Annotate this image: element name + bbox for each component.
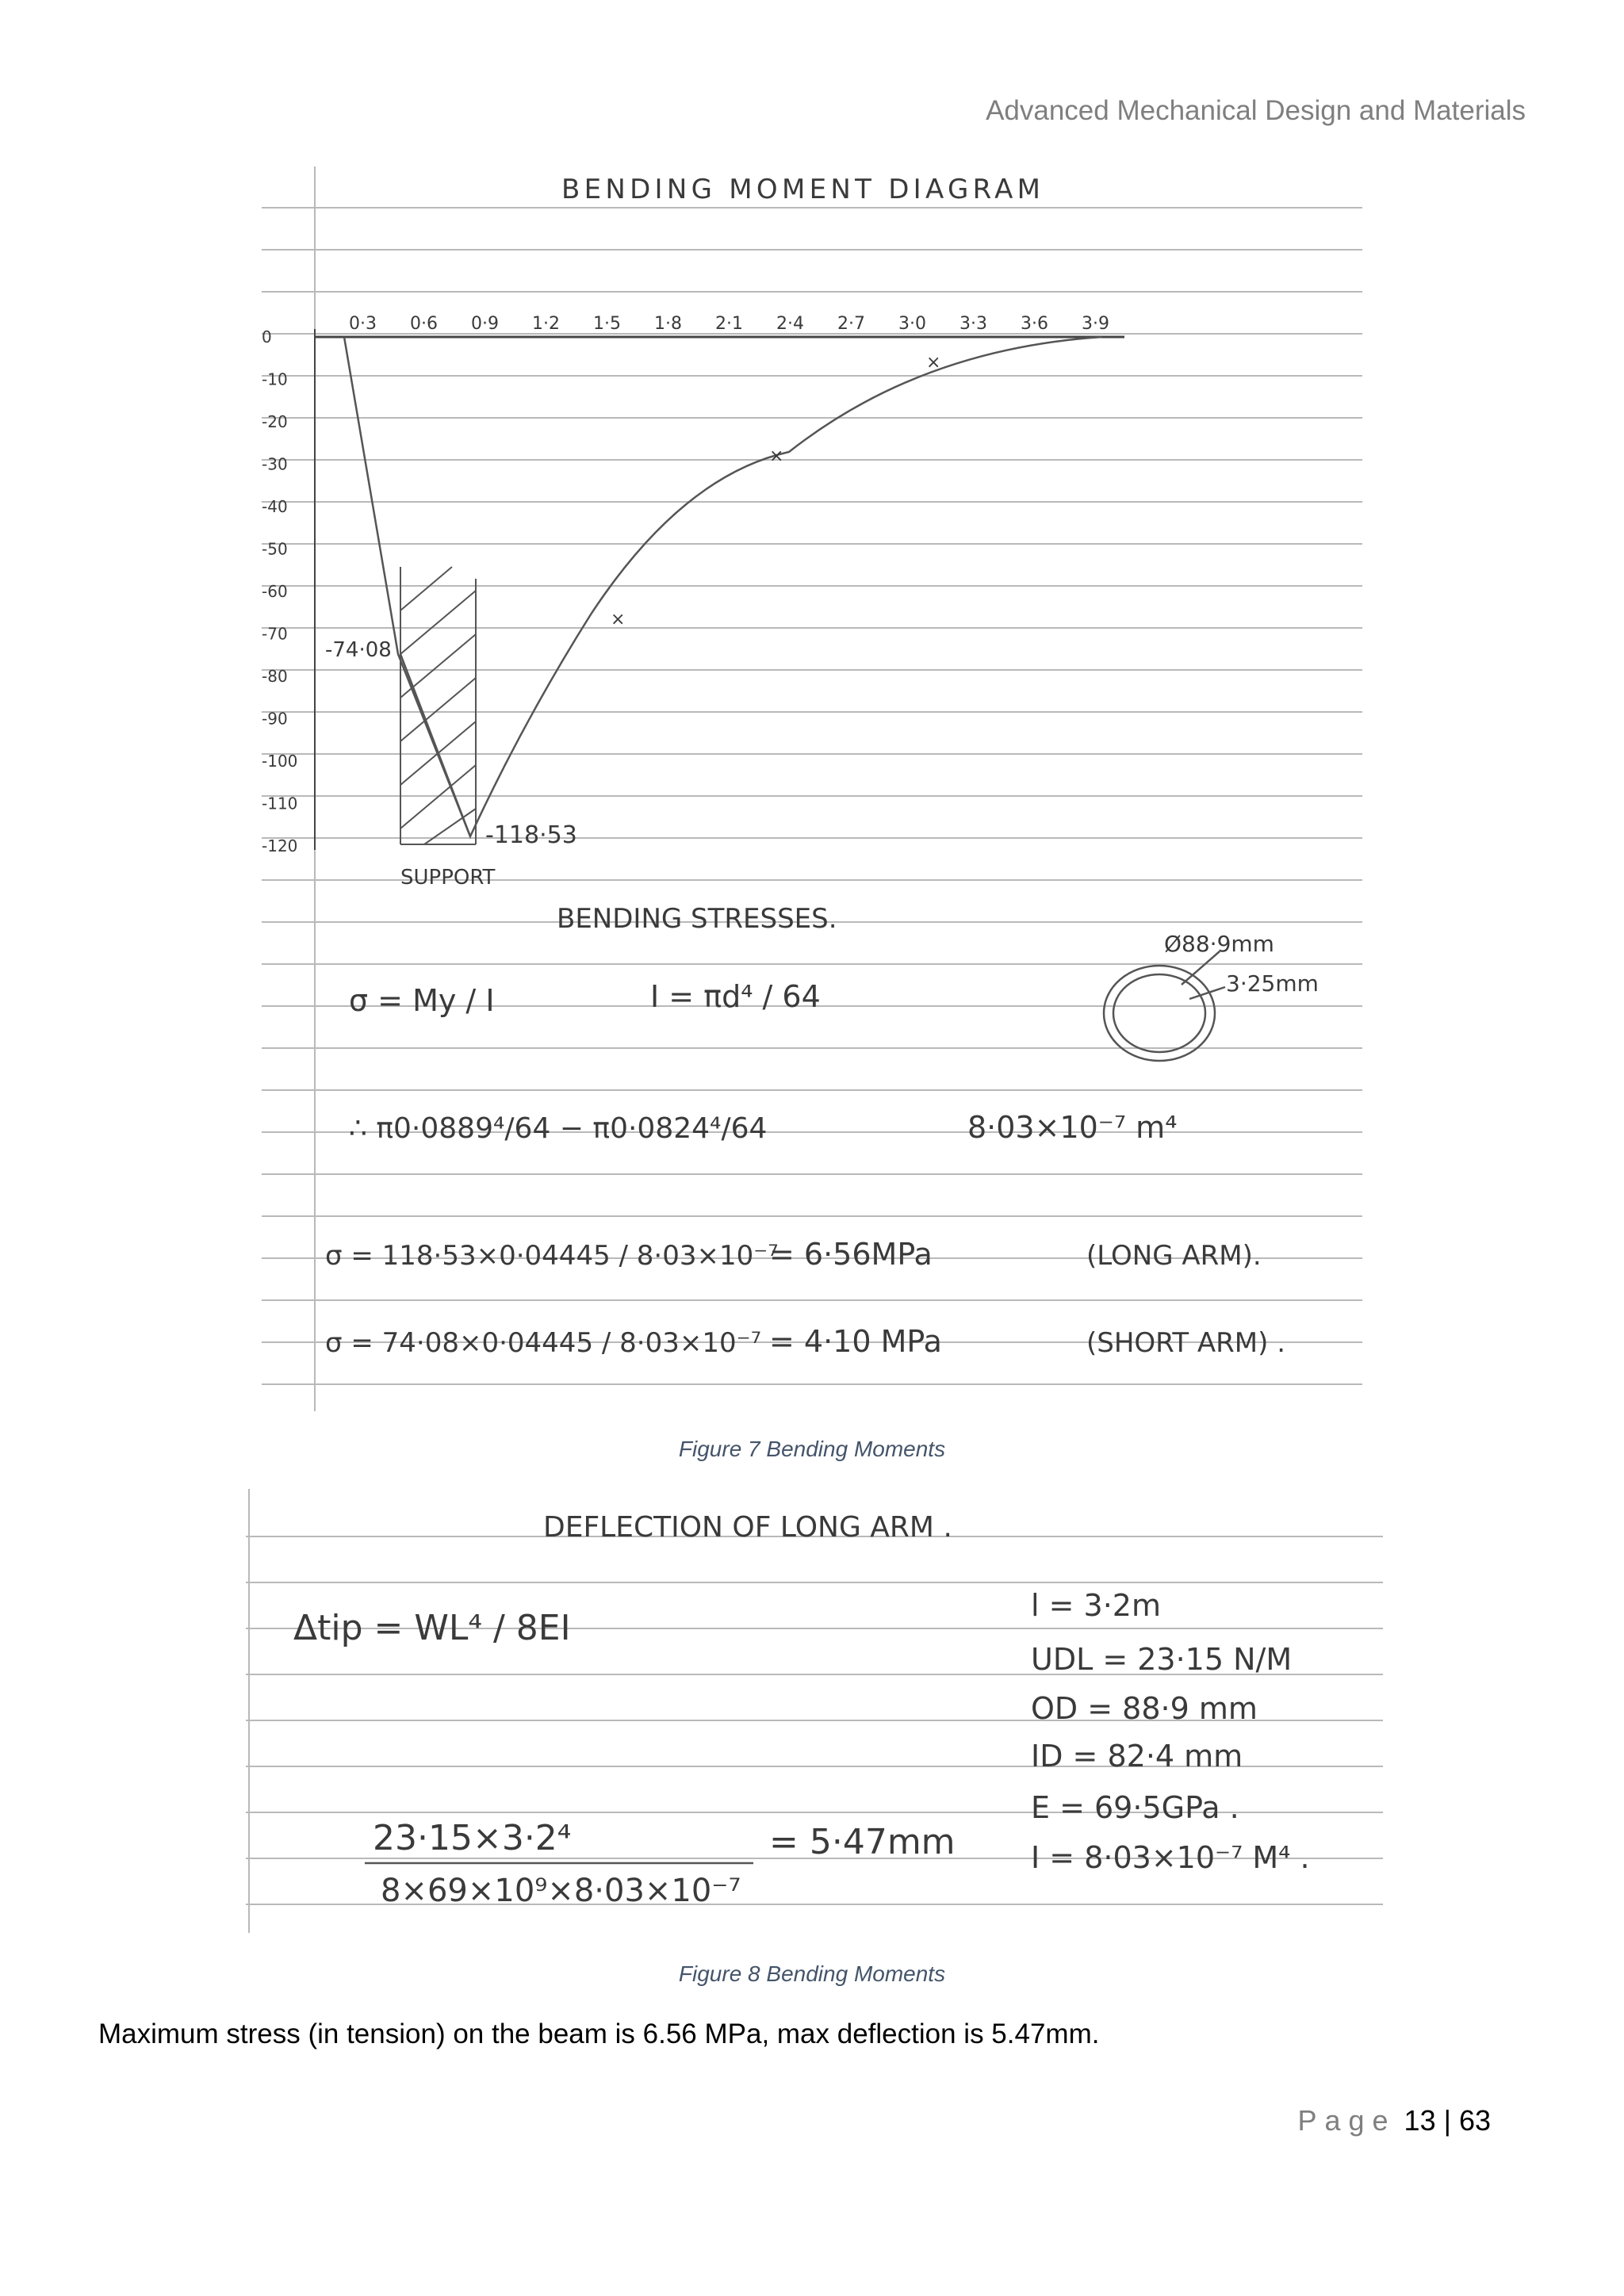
tube-wall-thickness: 3·25mm: [1226, 970, 1319, 997]
sigma-short-note: (SHORT ARM) .: [1086, 1327, 1285, 1359]
y-tick-label: -90: [262, 709, 288, 729]
stress-title: BENDING STRESSES.: [557, 903, 837, 935]
deflection-parameter: ID = 82·4 mm: [1031, 1739, 1243, 1774]
sigma-long-result: = 6·56MPa: [769, 1237, 933, 1272]
second-moment-result: 8·03×10⁻⁷ m⁴: [967, 1110, 1178, 1145]
x-tick-label: 1·5: [593, 314, 621, 334]
x-tick-label: 2·4: [776, 314, 804, 334]
formula-sigma: σ = My / I: [349, 983, 495, 1018]
x-tick-label: 3·9: [1082, 314, 1109, 334]
deflection-title: DEFLECTION OF LONG ARM .: [543, 1511, 952, 1544]
figure-bending-moment-scan: [262, 166, 1362, 1411]
sigma-short-result: = 4·10 MPa: [769, 1324, 942, 1359]
deflection-calc-denominator: 8×69×10⁹×8·03×10⁻⁷: [381, 1873, 741, 1909]
x-tick-label: 3·6: [1021, 314, 1048, 334]
y-tick-label: -60: [262, 582, 288, 601]
y-tick-label: -100: [262, 752, 298, 771]
y-tick-label: -20: [262, 412, 288, 431]
x-tick-label: 0·9: [471, 314, 499, 334]
x-tick-label: 3·3: [959, 314, 987, 334]
deflection-parameter: I = 8·03×10⁻⁷ M⁴ .: [1031, 1840, 1310, 1875]
y-tick-label: -70: [262, 624, 288, 644]
x-tick-label: 0·3: [349, 314, 377, 334]
x-tick-label: 2·1: [715, 314, 743, 334]
x-tick-label: 2·7: [837, 314, 865, 334]
x-tick-label: 3·0: [898, 314, 926, 334]
page-word: Page: [1297, 2104, 1396, 2137]
sigma-short-calc: σ = 74·08×0·04445 / 8·03×10⁻⁷: [325, 1327, 762, 1359]
y-tick-label: -40: [262, 497, 288, 516]
label-long-arm-moment: -118·53: [485, 821, 577, 849]
x-tick-label: 1·2: [532, 314, 560, 334]
y-tick-label: -30: [262, 454, 288, 474]
y-tick-label: -50: [262, 539, 288, 559]
x-tick-label: 1·8: [654, 314, 682, 334]
deflection-parameter: UDL = 23·15 N/M: [1031, 1642, 1293, 1677]
y-tick-label: -10: [262, 369, 288, 389]
svg-text:×: ×: [769, 446, 784, 466]
deflection-result: = 5·47mm: [769, 1822, 956, 1862]
support-hatch: [400, 567, 476, 844]
svg-text:×: ×: [611, 610, 626, 629]
figure-7-caption: Figure 7 Bending Moments: [678, 1437, 946, 1461]
tube-outer-diameter: Ø88·9mm: [1164, 931, 1274, 957]
figure-deflection-scan: [246, 1489, 1383, 1933]
page-number: 13 | 63: [1404, 2104, 1491, 2137]
deflection-parameter: E = 69·5GPa .: [1031, 1790, 1239, 1825]
label-support: SUPPORT: [400, 866, 496, 890]
bmd-title: BENDING MOMENT DIAGRAM: [561, 174, 1040, 205]
second-moment-line: ∴ π0·0889⁴/64 − π0·0824⁴/64: [349, 1112, 768, 1145]
x-tick-label: 0·6: [410, 314, 438, 334]
y-tick-label: -80: [262, 667, 288, 686]
running-header: Advanced Mechanical Design and Materials: [986, 95, 1526, 126]
deflection-formula: Δtip = WL⁴ / 8EI: [293, 1608, 571, 1648]
y-tick-label: -110: [262, 794, 298, 813]
deflection-parameter: OD = 88·9 mm: [1031, 1691, 1258, 1726]
y-tick-label: -120: [262, 836, 298, 855]
sigma-long-note: (LONG ARM).: [1086, 1240, 1262, 1272]
deflection-calc-numerator: 23·15×3·2⁴: [373, 1818, 572, 1858]
formula-I: I = πd⁴ / 64: [650, 979, 821, 1014]
svg-text:×: ×: [926, 353, 941, 373]
deflection-parameter: l = 3·2m: [1031, 1588, 1162, 1623]
label-short-arm-moment: -74·08: [325, 638, 392, 662]
figure-8-caption: Figure 8 Bending Moments: [678, 1961, 946, 1986]
y-tick-label: 0: [262, 327, 272, 346]
sigma-long-calc: σ = 118·53×0·04445 / 8·03×10⁻⁷: [325, 1240, 779, 1272]
page-footer: [1297, 2104, 1491, 2137]
summary-paragraph: Maximum stress (in tension) on the beam is 6.56 MPa, max deflection is 5.47mm.: [98, 2019, 1100, 2049]
